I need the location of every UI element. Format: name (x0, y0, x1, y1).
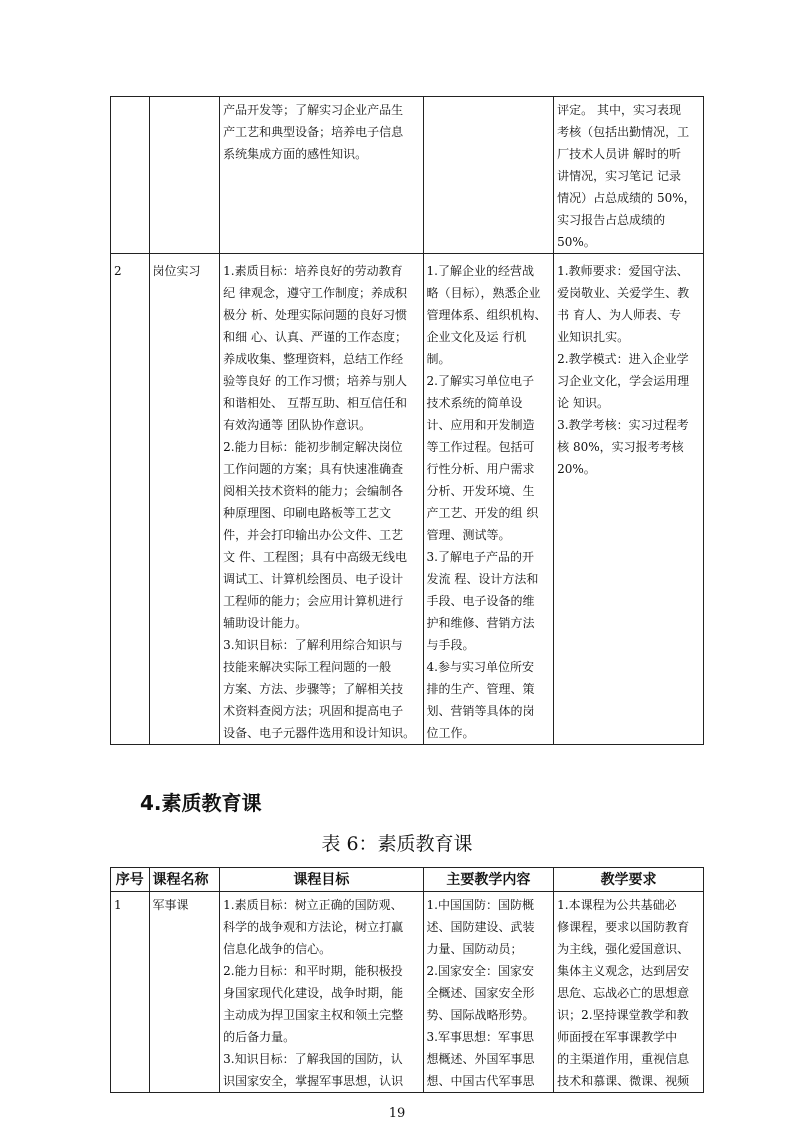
header-course-goal: 课程目标 (220, 868, 423, 892)
cell-content: 1.了解企业的经营战 略（目标），熟悉企业 管理体系、组织机构、 企业文化及运 行机 制。 2.了解实习单位电子 技术系统的简单设 计、应用和开发制造 等工作过程。包括可 行性分析、用户需求 分析、开发环境、生 产工艺、开发的组 织 管理、测试等。 3.了解电子产品的开 发流 程、设计方法和 手段、电子设备的维 护和维修、营销方法 与手段。 4.参与实习单位所安 排的生产、管理、策 划、营销等具体的岗 位工作。 (423, 254, 554, 745)
header-course-name: 课程名称 (149, 868, 220, 892)
internship-course-table-continued (110, 96, 704, 745)
cell-requirement: 评定。 其中，实习表现 考核（包括出勤情况，工 厂技术人员讲 解时的听 讲情况，实习笔记 记录 情况）占总成绩的 50%， 实习报告占总成绩的 50%。 (554, 97, 704, 254)
cell-requirement: 1.教师要求：爱国守法、 爱岗敬业、关爱学生、教 书 育人、为人师表、专 业知识扎实。 2.教学模式：进入企业学 习企业文化，学会运用理 论 知识。 3.教学考核：实习过程考 核 80%，实习报考考核 20%。 (554, 254, 704, 745)
table-row (111, 97, 704, 254)
cell-goal: 产品开发等；了解实习企业产品生 产工艺和典型设备；培养电子信息 系统集成方面的感性知识。 (220, 97, 423, 254)
cell-content: 1.中国国防：国防概 述、国防建设、武装 力量、国防动员； 2.国家安全：国家安 全概述、国家安全形 势、国际战略形势。 3.军事思想：军事思 想概述、外国军事思 想、中国古代军事思 (423, 892, 554, 1093)
cell-requirement: 1.本课程为公共基础必 修课程，要求以国防教育 为主线，强化爱国意识、 集体主义观念，达到居安 思危、忘战必亡的思想意 识；2.坚持课堂教学和教 师面授在军事课教学中 的主渠道作用，重视信息 技术和慕课、微课、视频 (554, 892, 704, 1093)
cell-name: 岗位实习 (149, 254, 220, 745)
cell-content (423, 97, 554, 254)
quality-education-table (110, 867, 704, 1093)
table-row (111, 254, 704, 745)
table-row (111, 892, 704, 1093)
header-no: 序号 (111, 868, 150, 892)
page-number: 19 (388, 1106, 406, 1121)
cell-no: 1 (111, 892, 150, 1093)
cell-no (111, 97, 150, 254)
table-caption: 表 6：素质教育课 (321, 833, 473, 855)
table-header-row (111, 868, 704, 892)
cell-no: 2 (111, 254, 150, 745)
section-heading: 4.素质教育课 (140, 791, 262, 815)
cell-goal: 1.素质目标：树立正确的国防观、 科学的战争观和方法论，树立打赢 信息化战争的信心。 2.能力目标：和平时期，能积极投 身国家现代化建设，战争时期，能 主动成为捍卫国家主权和领土完整 的后备力量。 3.知识目标：了解我国的国防，认 识国家安全，掌握军事思想，认识 (220, 892, 423, 1093)
cell-name: 军事课 (149, 892, 220, 1093)
header-content: 主要教学内容 (423, 868, 554, 892)
cell-goal: 1.素质目标：培养良好的劳动教育 纪 律观念，遵守工作制度；养成积 极分 析、处理实际问题的良好习惯 和细 心、认真、严谨的工作态度； 养成收集、整理资料，总结工作经 验等良好 的工作习惯；培养与别人 和谐相处、 互帮互助、相互信任和 有效沟通等 团队协作意识。 2.能力目标：能初步制定解决岗位 工作问题的方案；具有快速准确查 阅相关技术资料的能力；会编制各 种原理图、印刷电路板等工艺文 件，并会打印输出办公文件、工艺 文 件、工程图；具有中高级无线电 调试工、计算机绘图员、电子设计 工程师的能力；会应用计算机进行 辅助设计能力。 3.知识目标：了解利用综合知识与 技能来解决实际工程问题的一般 方案、方法、步骤等；了解相关技 术资料查阅方法；巩固和提高电子 设备、电子元器件选用和设计知识。 (220, 254, 423, 745)
header-requirement: 教学要求 (554, 868, 704, 892)
cell-name (149, 97, 220, 254)
